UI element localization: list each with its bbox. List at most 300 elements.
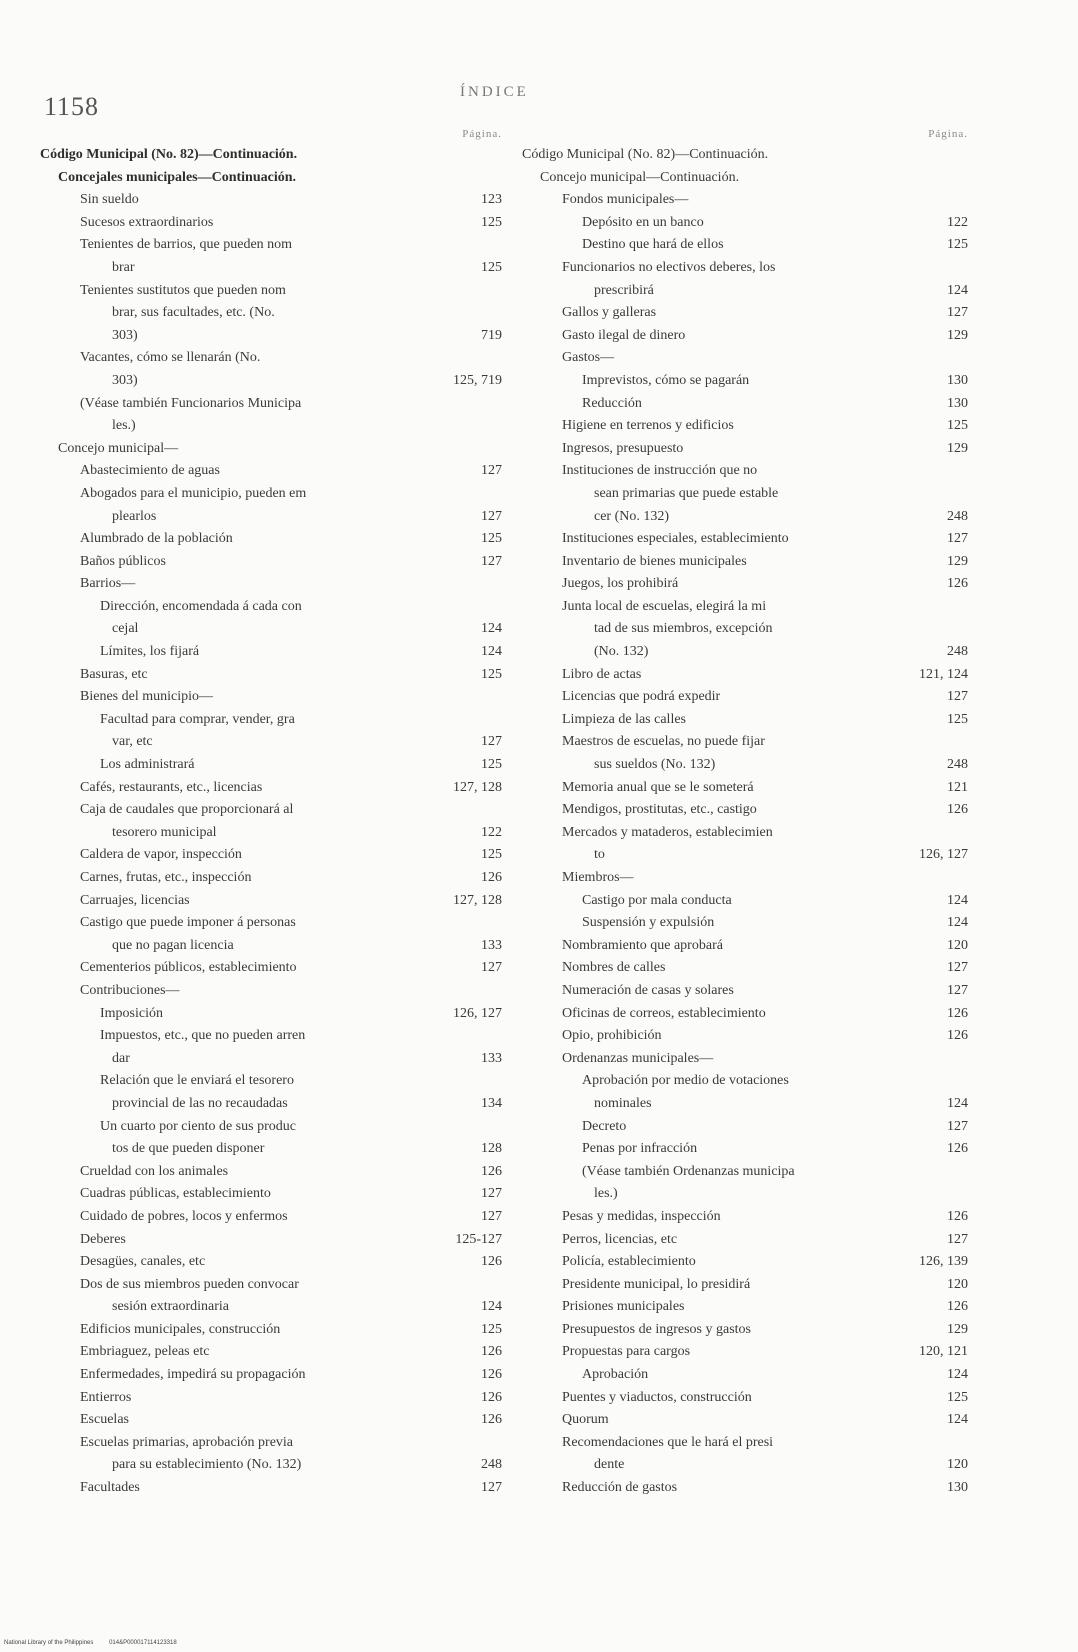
- entry-text: Los administrará: [100, 757, 195, 773]
- entry-text: para su establecimiento (No. 132): [112, 1457, 302, 1473]
- index-entry: [40, 189, 502, 212]
- entry-page: 126: [481, 870, 502, 885]
- entry-text: Facultades: [80, 1480, 140, 1496]
- entry-page: 125: [947, 711, 968, 727]
- index-entry: [40, 506, 502, 529]
- entry-page: 126: [947, 1028, 968, 1044]
- entry-text: Tenientes sustitutos que pueden nom: [80, 282, 286, 298]
- entry-page: 127: [947, 689, 968, 705]
- entry-text: Mendigos, prostitutas, etc., castigo: [562, 802, 757, 818]
- entry-text: Cuidado de pobres, locos y enfermos: [80, 1208, 288, 1224]
- entry-page: 124: [947, 915, 968, 931]
- index-entry: [40, 731, 502, 754]
- index-entry: [522, 438, 968, 461]
- entry-text: Suspensión y expulsión: [582, 915, 715, 931]
- entry-page: 130: [947, 395, 968, 411]
- index-entry: [40, 935, 502, 958]
- entry-text: Sucesos extraordinarios: [80, 214, 214, 230]
- entry-text: Gasto ilegal de dinero: [562, 327, 686, 343]
- index-entry: [522, 935, 968, 958]
- entry-text: Castigo que puede imponer á personas: [80, 915, 296, 931]
- index-entry: [40, 1319, 502, 1342]
- index-entry: [522, 1409, 968, 1432]
- entry-text: cer (No. 132): [594, 508, 670, 524]
- index-entry: [40, 280, 502, 303]
- entry-text: sesión extraordinaria: [112, 1299, 230, 1315]
- index-entry: [40, 528, 502, 551]
- entry-text: Deberes: [80, 1231, 126, 1247]
- entry-page: 125: [481, 666, 502, 682]
- entry-page: 126: [947, 1141, 968, 1157]
- entry-page: 120, 121: [919, 1344, 968, 1360]
- entry-page: 125: [481, 847, 502, 863]
- entry-page: 121, 124: [919, 666, 968, 682]
- index-entry: [40, 1070, 502, 1093]
- entry-text: tos de que pueden disponer: [112, 1141, 265, 1157]
- entry-text: Barrios—: [80, 576, 136, 592]
- index-entry: [40, 347, 502, 370]
- entry-page: 126: [481, 1367, 502, 1383]
- entry-text: Vacantes, cómo se llenarán (No.: [80, 350, 261, 366]
- index-entry: [522, 980, 968, 1003]
- entry-page: 127: [947, 982, 968, 998]
- entry-page: 129: [947, 440, 968, 456]
- index-entry: [522, 1206, 968, 1229]
- entry-text: Instituciones especiales, establecimiento: [562, 531, 789, 547]
- entry-page: 120: [947, 937, 968, 953]
- index-column-right: [522, 124, 968, 1500]
- entry-text: Propuestas para cargos: [562, 1344, 691, 1360]
- entry-text: sean primarias que puede estable: [594, 485, 779, 501]
- index-entry: [40, 1025, 502, 1048]
- index-entry: [40, 618, 502, 641]
- entry-text: Imprevistos, cómo se pagarán: [582, 372, 750, 388]
- index-entry: [522, 731, 968, 754]
- entry-page: 126, 127: [453, 1005, 502, 1021]
- entry-page: 248: [947, 757, 968, 773]
- entry-text: Recomendaciones que le hará el presi: [562, 1434, 774, 1450]
- entry-page: 124: [947, 1412, 968, 1428]
- index-entry: [522, 844, 968, 867]
- index-entry: [40, 822, 502, 845]
- entry-text: Dirección, encomendada á cada con: [100, 598, 302, 614]
- index-entry: [40, 1161, 502, 1184]
- entry-text: Penas por infracción: [582, 1141, 698, 1157]
- entry-text: dente: [594, 1457, 625, 1473]
- index-entry: [522, 325, 968, 348]
- entry-page: 248: [947, 644, 968, 660]
- entry-text: Dos de sus miembros pueden convocar: [80, 1276, 299, 1292]
- index-entry: [40, 1003, 502, 1026]
- entry-page: 133: [481, 937, 502, 953]
- entry-page: 126: [481, 1344, 502, 1360]
- entry-page: 129: [947, 553, 968, 569]
- pagina-label: Página.: [462, 128, 502, 140]
- index-entry: [40, 799, 502, 822]
- index-entry: [522, 777, 968, 800]
- index-entry: [522, 551, 968, 574]
- entry-page: 122: [947, 214, 968, 230]
- index-entry: [522, 257, 968, 280]
- entry-text: Caja de caudales que proporcionará al: [80, 802, 294, 818]
- entry-text: prescribirá: [594, 282, 654, 298]
- entry-text: Baños públicos: [80, 553, 166, 569]
- index-entry: [522, 686, 968, 709]
- page-number: 1158: [44, 92, 100, 121]
- entry-text: Fondos municipales—: [562, 192, 689, 208]
- entry-text: Gallos y galleras: [562, 305, 657, 321]
- index-entry: [522, 483, 968, 506]
- index-entry: [522, 506, 968, 529]
- entry-text: dar: [112, 1050, 130, 1066]
- entry-text: plearlos: [112, 508, 157, 524]
- entry-page: 130: [947, 372, 968, 388]
- entry-page: 126: [481, 1389, 502, 1405]
- index-entry: [522, 1003, 968, 1026]
- entry-page: 125: [947, 418, 968, 434]
- index-entry: [40, 980, 502, 1003]
- index-entry: [522, 1387, 968, 1410]
- index-entry: [522, 1341, 968, 1364]
- entry-text: que no pagan licencia: [112, 937, 234, 953]
- entry-page: 126: [481, 1163, 502, 1179]
- index-entry: [522, 460, 968, 483]
- entry-text: Concejales municipales—Continuación.: [58, 169, 297, 185]
- entry-text: nominales: [594, 1095, 652, 1111]
- entry-page: 127: [481, 1480, 502, 1496]
- entry-text: Facultad para comprar, vender, gra: [100, 711, 295, 727]
- entry-text: brar, sus facultades, etc. (No.: [112, 305, 275, 321]
- index-entry: [522, 1161, 968, 1184]
- entry-text: Nombres de calles: [562, 960, 666, 976]
- index-entry: [522, 1093, 968, 1116]
- index-entry: [40, 777, 502, 800]
- entry-page: 127: [947, 960, 968, 976]
- footer-library: National Library of the Philippines: [4, 1640, 94, 1646]
- index-entry: [40, 912, 502, 935]
- entry-text: Carruajes, licencias: [80, 892, 190, 908]
- index-entry: [40, 302, 502, 325]
- entry-page: 127: [481, 960, 502, 976]
- index-entry: [40, 438, 502, 461]
- index-entry: [522, 1319, 968, 1342]
- entry-page: 125, 719: [453, 372, 502, 388]
- entry-page: 125: [481, 1321, 502, 1337]
- index-entry: [40, 573, 502, 596]
- entry-page: 124: [947, 1367, 968, 1383]
- index-entry: [522, 754, 968, 777]
- entry-page: 127: [481, 1186, 502, 1202]
- index-entry: [40, 370, 502, 393]
- entry-text: 303): [112, 372, 138, 388]
- index-entry: [522, 1138, 968, 1161]
- entry-page: 120: [947, 1276, 968, 1292]
- entry-text: Juegos, los prohibirá: [562, 576, 679, 592]
- entry-text: Alumbrado de la población: [80, 531, 233, 547]
- entry-page: 126, 139: [919, 1254, 968, 1270]
- index-entry: [522, 618, 968, 641]
- entry-text: Reducción de gastos: [562, 1480, 678, 1496]
- entry-text: Aprobación por medio de votaciones: [582, 1073, 789, 1089]
- entry-text: Maestros de escuelas, no puede fijar: [562, 734, 765, 750]
- entry-text: Decreto: [582, 1118, 627, 1134]
- entry-text: tad de sus miembros, excepción: [594, 621, 773, 637]
- entry-text: to: [594, 847, 605, 863]
- index-entry: [40, 1206, 502, 1229]
- index-entry: [40, 686, 502, 709]
- index-entry: [40, 709, 502, 732]
- entry-text: Pesas y medidas, inspección: [562, 1208, 721, 1224]
- index-entry: [522, 867, 968, 890]
- entry-page: 127, 128: [453, 779, 502, 795]
- index-entry: [522, 167, 968, 190]
- entry-text: Memoria anual que se le someterá: [562, 779, 754, 795]
- entry-page: 121: [947, 779, 968, 795]
- index-entry: [522, 393, 968, 416]
- index-entry: [40, 167, 502, 190]
- entry-text: 303): [112, 327, 138, 343]
- index-entry: [522, 822, 968, 845]
- entry-page: 120: [947, 1457, 968, 1473]
- entry-text: Higiene en terrenos y edificios: [562, 418, 734, 434]
- index-entry: [40, 415, 502, 438]
- index-entry: [522, 1364, 968, 1387]
- index-entry: [522, 1048, 968, 1071]
- index-entry: [40, 1183, 502, 1206]
- entry-page: 125: [481, 531, 502, 547]
- entry-page: 125: [947, 1389, 968, 1405]
- index-entry: [40, 144, 502, 167]
- index-entry: [40, 1477, 502, 1500]
- entry-page: 125: [481, 259, 502, 275]
- index-entry: [40, 212, 502, 235]
- index-entry: [522, 912, 968, 935]
- index-entry: [522, 1183, 968, 1206]
- index-entry: [40, 483, 502, 506]
- entry-page: 129: [947, 1321, 968, 1337]
- entry-text: Destino que hará de ellos: [582, 237, 724, 253]
- footer-code: 014&P000017114123318: [109, 1640, 177, 1646]
- entry-text: Reducción: [582, 395, 642, 411]
- index-entry: [522, 280, 968, 303]
- index-entry: [522, 1432, 968, 1455]
- index-entry: [522, 573, 968, 596]
- entry-page: 127: [481, 734, 502, 750]
- index-entry: [40, 844, 502, 867]
- index-entry: [522, 234, 968, 257]
- entry-text: les.): [594, 1186, 618, 1202]
- entry-page: 127: [481, 1208, 502, 1224]
- entry-text: Quorum: [562, 1412, 609, 1428]
- entry-text: Presidente municipal, lo presidirá: [562, 1276, 751, 1292]
- entry-text: Opio, prohibición: [562, 1028, 662, 1044]
- entry-text: (No. 132): [594, 644, 649, 660]
- entry-page: 126: [481, 1254, 502, 1270]
- entry-text: Prisiones municipales: [562, 1299, 685, 1315]
- index-entry: [40, 1409, 502, 1432]
- entry-page: 248: [481, 1457, 502, 1473]
- index-column-left: [40, 124, 502, 1500]
- index-entry: [40, 957, 502, 980]
- entry-text: Cafés, restaurants, etc., licencias: [80, 779, 263, 795]
- entry-page: 127: [947, 1231, 968, 1247]
- entry-text: Código Municipal (No. 82)—Continuación.: [522, 147, 769, 162]
- entry-page: 126: [947, 1208, 968, 1224]
- index-entry: [522, 1025, 968, 1048]
- entry-text: les.): [112, 418, 136, 434]
- entry-text: (Véase también Ordenanzas municipa: [582, 1163, 795, 1179]
- entry-text: Instituciones de instrucción que no: [562, 463, 758, 479]
- entry-text: Escuelas: [80, 1412, 129, 1428]
- running-head: ÍNDICE: [460, 84, 529, 100]
- entry-page: 122: [481, 824, 502, 840]
- entry-page: 124: [481, 644, 502, 660]
- entry-page: 126: [947, 1299, 968, 1315]
- index-entry: [522, 189, 968, 212]
- index-entry: [40, 1048, 502, 1071]
- index-entry: [40, 1251, 502, 1274]
- entry-page: 124: [481, 621, 502, 637]
- index-entry: [522, 641, 968, 664]
- index-entry: [40, 325, 502, 348]
- index-entry: [40, 1274, 502, 1297]
- entry-text: Libro de actas: [562, 666, 642, 682]
- entry-text: Concejo municipal—Continuación.: [540, 169, 740, 185]
- index-entry: [522, 890, 968, 913]
- entry-text: Cuadras públicas, establecimiento: [80, 1186, 271, 1202]
- index-entry: [522, 415, 968, 438]
- entry-text: Un cuarto por ciento de sus produc: [100, 1118, 296, 1134]
- entry-page: 124: [481, 1299, 502, 1315]
- entry-text: Nombramiento que aprobará: [562, 937, 723, 953]
- entry-text: var, etc: [112, 734, 153, 750]
- entry-page: 719: [481, 327, 502, 343]
- entry-page: 127: [947, 1118, 968, 1134]
- index-entry: [40, 1454, 502, 1477]
- entry-text: Escuelas primarias, aprobación previa: [80, 1434, 294, 1450]
- index-entry: [40, 754, 502, 777]
- entry-page: 127: [481, 553, 502, 569]
- entry-page: 124: [947, 282, 968, 298]
- entry-text: Miembros—: [562, 870, 634, 885]
- entry-page: 130: [947, 1480, 968, 1496]
- entry-text: Puentes y viaductos, construcción: [562, 1389, 752, 1405]
- entry-text: Perros, licencias, etc: [562, 1231, 678, 1247]
- entry-text: Caldera de vapor, inspección: [80, 847, 242, 863]
- entry-text: Tenientes de barrios, que pueden nom: [80, 237, 293, 253]
- entry-text: Límites, los fijará: [100, 644, 200, 660]
- index-entry: [40, 641, 502, 664]
- index-entry: [40, 257, 502, 280]
- entry-text: Entierros: [80, 1389, 132, 1405]
- entry-page: 126, 127: [919, 847, 968, 863]
- entry-page: 248: [947, 508, 968, 524]
- index-entry: [40, 393, 502, 416]
- entry-list: [40, 144, 502, 1500]
- entry-page: 133: [481, 1050, 502, 1066]
- index-entry: [522, 1477, 968, 1500]
- entry-text: Castigo por mala conducta: [582, 892, 732, 908]
- entry-page: 127: [947, 531, 968, 547]
- entry-text: cejal: [112, 621, 139, 637]
- entry-text: Funcionarios no electivos deberes, los: [562, 259, 776, 275]
- index-entry: [40, 1116, 502, 1139]
- index-entry: [40, 460, 502, 483]
- index-entry: [40, 664, 502, 687]
- entry-text: sus sueldos (No. 132): [594, 757, 716, 773]
- index-entry: [40, 551, 502, 574]
- entry-page: 129: [947, 327, 968, 343]
- entry-text: Enfermedades, impedirá su propagación: [80, 1367, 306, 1383]
- index-entry: [522, 212, 968, 235]
- index-entry: [40, 867, 502, 890]
- entry-page: 124: [947, 1095, 968, 1111]
- entry-list: [522, 144, 968, 1500]
- entry-text: Crueldad con los animales: [80, 1163, 229, 1179]
- entry-text: Relación que le enviará el tesorero: [100, 1073, 294, 1089]
- entry-text: Impuestos, etc., que no pueden arren: [100, 1028, 306, 1044]
- entry-text: Imposición: [100, 1005, 163, 1021]
- index-entry: [40, 1296, 502, 1319]
- entry-text: Gastos—: [562, 350, 615, 366]
- index-entry: [40, 1387, 502, 1410]
- entry-text: Desagües, canales, etc: [80, 1254, 206, 1270]
- index-entry: [522, 799, 968, 822]
- index-entry: [40, 890, 502, 913]
- entry-page: 127, 128: [453, 892, 502, 908]
- footer: [4, 1640, 191, 1646]
- entry-page: 125: [481, 214, 502, 230]
- index-entry: [522, 664, 968, 687]
- entry-text: Depósito en un banco: [582, 214, 704, 230]
- entry-page: 128: [481, 1141, 502, 1157]
- entry-text: Embriaguez, peleas etc: [80, 1344, 210, 1360]
- entry-page: 126: [481, 1412, 502, 1428]
- index-entry: [40, 1341, 502, 1364]
- entry-text: Código Municipal (No. 82)—Continuación.: [40, 147, 298, 162]
- entry-text: Basuras, etc: [80, 666, 148, 682]
- entry-text: Abogados para el municipio, pueden em: [80, 485, 307, 501]
- index-entry: [522, 370, 968, 393]
- entry-text: Concejo municipal—: [58, 440, 179, 456]
- entry-page: 125: [481, 757, 502, 773]
- entry-text: Junta local de escuelas, elegirá la mi: [562, 598, 767, 614]
- index-entry: [40, 234, 502, 257]
- index-entry: [40, 1229, 502, 1252]
- index-entry: [522, 709, 968, 732]
- index-entry: [522, 957, 968, 980]
- index-entry: [522, 596, 968, 619]
- entry-text: provincial de las no recaudadas: [112, 1095, 288, 1111]
- entry-page: 126: [947, 576, 968, 592]
- entry-text: Edificios municipales, construcción: [80, 1321, 281, 1337]
- index-entry: [522, 1296, 968, 1319]
- index-entry: [522, 1274, 968, 1297]
- entry-text: Bienes del municipio—: [80, 689, 213, 705]
- entry-text: (Véase también Funcionarios Municipa: [80, 395, 302, 411]
- entry-page: 127: [947, 305, 968, 321]
- entry-text: brar: [112, 259, 135, 275]
- index-entry: [522, 1116, 968, 1139]
- index-entry: [40, 1138, 502, 1161]
- pagina-label: Página.: [928, 128, 968, 140]
- entry-text: Limpieza de las calles: [562, 711, 686, 727]
- index-entry: [522, 302, 968, 325]
- entry-text: Abastecimiento de aguas: [80, 463, 220, 479]
- index-entry: [522, 144, 968, 167]
- entry-text: Sin sueldo: [80, 192, 139, 208]
- entry-text: Policía, establecimiento: [562, 1254, 696, 1270]
